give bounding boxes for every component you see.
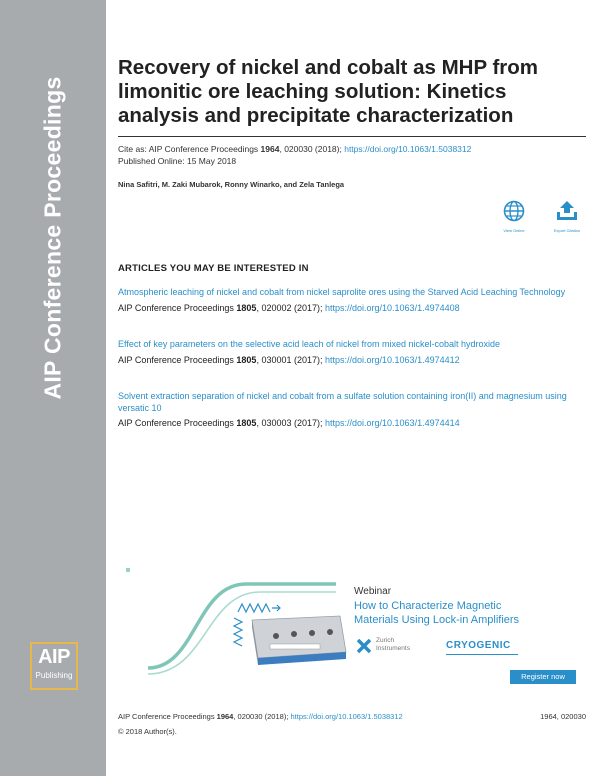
view-online-label: View Online (503, 228, 525, 233)
related-article (118, 391, 583, 429)
article-volume: 1805 (236, 302, 257, 313)
related-articles-heading: ARTICLES YOU MAY BE INTERESTED IN (118, 263, 309, 274)
footer-volume: 1964 (216, 712, 234, 721)
footer-page-number: 1964, 020030 (540, 712, 586, 721)
ad-headline-line-2: Materials Using Lock-in Amplifiers (354, 614, 520, 626)
zurich-instruments-logo-icon (356, 638, 372, 654)
article-cite-rest: , 030001 (2017); (256, 354, 325, 365)
article-cite-rest: , 030003 (2017); (256, 418, 325, 428)
logo-publishing-text: Publishing (35, 671, 73, 680)
related-article-title-link[interactable]: Solvent extraction separation of nickel and cobalt from a sulfate solution containing iron(II) and magnesium using versatic 10 (118, 391, 567, 413)
related-article-citation (118, 417, 583, 429)
logo-aip-text: AIP (38, 646, 70, 668)
citation-rest: , 020030 (2018); (279, 144, 345, 154)
citation-line (118, 144, 471, 154)
view-online-button[interactable] (492, 200, 536, 233)
journal-sidebar (0, 0, 106, 776)
register-now-button[interactable]: Register now (510, 670, 576, 684)
ad-illustration (126, 568, 351, 686)
paper-doi-link[interactable]: https://doi.org/10.1063/1.5038312 (344, 144, 472, 154)
aip-publishing-logo (30, 642, 78, 690)
author-list: Nina Safitri, M. Zaki Mubarok, Ronny Winarko, and Zela Tanlega (118, 180, 345, 189)
published-date: Published Online: 15 May 2018 (118, 156, 237, 166)
zurich-word: Zurich (376, 637, 395, 644)
article-doi-link[interactable]: https://doi.org/10.1063/1.4974412 (325, 354, 460, 365)
export-icon (555, 200, 579, 222)
footer-citation (118, 712, 403, 721)
article-cite-prefix: AIP Conference Proceedings (118, 418, 237, 428)
related-article-citation (118, 302, 583, 314)
cryogenic-logo: CRYOGENIC (446, 640, 511, 651)
export-citation-button[interactable] (545, 200, 589, 233)
related-article-title-link[interactable]: Effect of key parameters on the selective acid leach of nickel from mixed nickel-cobalt hydroxide (118, 339, 501, 349)
zurich-instruments-wordmark (376, 637, 410, 653)
footer-doi-link[interactable]: https://doi.org/10.1063/1.5038312 (290, 712, 403, 721)
article-cite-prefix: AIP Conference Proceedings (118, 354, 237, 365)
related-article-title-link[interactable]: Atmospheric leaching of nickel and cobalt from nickel saprolite ores using the Starved Acid Leaching Technology (118, 287, 566, 297)
cryogenic-underline (446, 654, 518, 655)
footer-cite-prefix: AIP Conference Proceedings (118, 712, 217, 721)
article-volume: 1805 (236, 418, 257, 428)
related-article (118, 287, 583, 314)
paper-title: Recovery of nickel and cobalt as MHP from limonitic ore leaching solution: Kinetics analysis and precipitate characterization (118, 56, 538, 127)
related-article (118, 339, 583, 366)
article-volume: 1805 (236, 354, 257, 365)
journal-title: AIP Conference Proceedings (39, 76, 66, 400)
citation-volume: 1964 (260, 144, 280, 154)
related-article-citation (118, 354, 583, 366)
ad-headline-line-1: How to Characterize Magnetic (354, 600, 502, 612)
copyright-notice: © 2018 Author(s). (118, 727, 177, 736)
article-doi-link[interactable]: https://doi.org/10.1063/1.4974414 (325, 418, 460, 428)
webinar-advertisement[interactable] (126, 568, 576, 686)
ad-webinar-kicker: Webinar (354, 586, 392, 597)
article-cite-prefix: AIP Conference Proceedings (118, 302, 237, 313)
citation-prefix: Cite as: AIP Conference Proceedings (118, 144, 261, 154)
footer-cite-rest: , 020030 (2018); (233, 712, 291, 721)
instruments-word: Instruments (376, 645, 410, 652)
article-doi-link[interactable]: https://doi.org/10.1063/1.4974408 (325, 302, 460, 313)
globe-icon (503, 200, 525, 222)
title-divider (118, 136, 586, 137)
article-cite-rest: , 020002 (2017); (256, 302, 325, 313)
export-citation-label: Export Citation (553, 228, 581, 233)
